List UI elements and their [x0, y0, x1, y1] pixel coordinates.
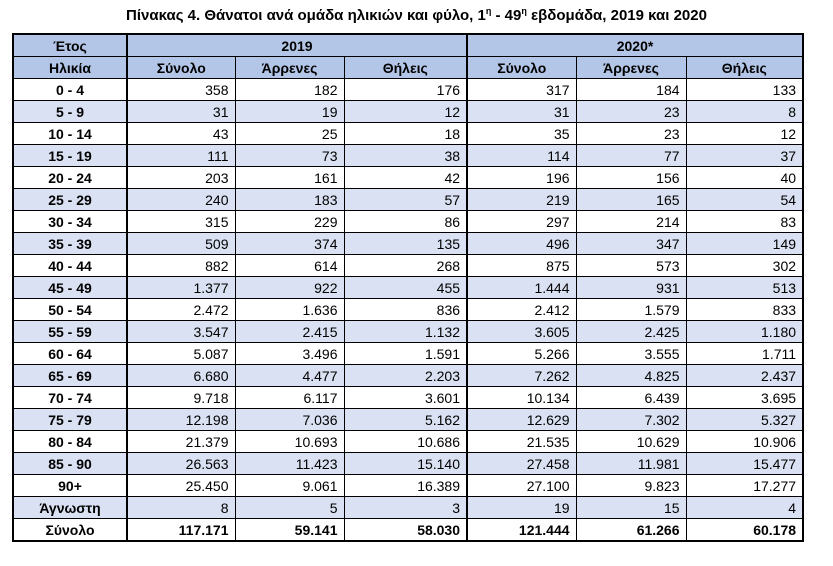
male-2020-cell: 1.579 [576, 299, 686, 321]
female-2019-cell: 135 [344, 233, 467, 255]
table-row [13, 79, 803, 101]
age-cell: 60 - 64 [13, 343, 127, 365]
female-2019-cell: 836 [344, 299, 467, 321]
table-row [13, 365, 803, 387]
table-row [13, 167, 803, 189]
age-cell: 5 - 9 [13, 101, 127, 123]
table-row [13, 277, 803, 299]
female-2020-cell: 833 [686, 299, 803, 321]
male-2020-cell: 214 [576, 211, 686, 233]
female-2019-cell: 42 [344, 167, 467, 189]
total-2020-cell: 114 [467, 145, 576, 167]
female-2019-cell: 15.140 [344, 453, 467, 475]
male-2020-cell: 15 [576, 497, 686, 519]
total-2020-header: Σύνολο [467, 57, 576, 79]
total-2020-cell: 35 [467, 123, 576, 145]
age-cell: 80 - 84 [13, 431, 127, 453]
title-middle: - 49 [491, 7, 522, 24]
age-header: Ηλικία [13, 57, 127, 79]
female-2020-cell: 513 [686, 277, 803, 299]
year-2019-header: 2019 [127, 34, 467, 57]
total-2019-cell: 117.171 [127, 519, 235, 542]
total-2019-cell: 509 [127, 233, 235, 255]
total-2019-cell: 2.472 [127, 299, 235, 321]
age-cell: 90+ [13, 475, 127, 497]
male-2019-cell: 5 [235, 497, 344, 519]
age-cell: Σύνολο [13, 519, 127, 542]
table-row [13, 101, 803, 123]
female-2020-cell: 133 [686, 79, 803, 101]
title-prefix: Πίνακας 4. Θάνατοι ανά ομάδα ηλικιών και φύλο, 1 [126, 7, 486, 24]
male-2020-cell: 156 [576, 167, 686, 189]
total-2020-cell: 219 [467, 189, 576, 211]
female-2020-cell: 8 [686, 101, 803, 123]
female-2020-cell: 17.277 [686, 475, 803, 497]
table-row [13, 211, 803, 233]
male-2019-cell: 9.061 [235, 475, 344, 497]
male-2019-header: Άρρενες [235, 57, 344, 79]
male-2020-header: Άρρενες [576, 57, 686, 79]
male-2019-cell: 374 [235, 233, 344, 255]
age-cell: 30 - 34 [13, 211, 127, 233]
female-2020-cell: 40 [686, 167, 803, 189]
total-2019-cell: 358 [127, 79, 235, 101]
table-row [13, 343, 803, 365]
male-2019-cell: 73 [235, 145, 344, 167]
total-2020-cell: 7.262 [467, 365, 576, 387]
male-2019-cell: 4.477 [235, 365, 344, 387]
female-2019-cell: 1.591 [344, 343, 467, 365]
total-2020-cell: 27.100 [467, 475, 576, 497]
male-2020-cell: 77 [576, 145, 686, 167]
table-title [0, 6, 833, 26]
total-2020-cell: 27.458 [467, 453, 576, 475]
age-cell: 0 - 4 [13, 79, 127, 101]
male-2020-cell: 23 [576, 123, 686, 145]
male-2020-cell: 2.425 [576, 321, 686, 343]
total-2019-cell: 9.718 [127, 387, 235, 409]
total-2019-cell: 6.680 [127, 365, 235, 387]
female-2020-cell: 37 [686, 145, 803, 167]
male-2020-cell: 6.439 [576, 387, 686, 409]
female-2019-cell: 3 [344, 497, 467, 519]
female-2019-cell: 57 [344, 189, 467, 211]
total-2020-cell: 31 [467, 101, 576, 123]
year-header: Έτος [13, 34, 127, 57]
total-2020-cell: 496 [467, 233, 576, 255]
female-2020-cell: 149 [686, 233, 803, 255]
total-2020-cell: 196 [467, 167, 576, 189]
table-row [13, 145, 803, 167]
table-row [13, 497, 803, 519]
age-cell: 15 - 19 [13, 145, 127, 167]
total-2020-cell: 121.444 [467, 519, 576, 542]
title-suffix: εβδομάδα, 2019 και 2020 [526, 7, 707, 24]
total-2020-cell: 875 [467, 255, 576, 277]
age-cell: 45 - 49 [13, 277, 127, 299]
total-2019-cell: 26.563 [127, 453, 235, 475]
female-2019-cell: 455 [344, 277, 467, 299]
female-2020-cell: 10.906 [686, 431, 803, 453]
age-cell: 50 - 54 [13, 299, 127, 321]
table-row [13, 189, 803, 211]
female-2019-cell: 10.686 [344, 431, 467, 453]
header-row-columns [13, 57, 803, 79]
male-2020-cell: 10.629 [576, 431, 686, 453]
female-2019-header: Θήλεις [344, 57, 467, 79]
total-2020-cell: 2.412 [467, 299, 576, 321]
total-2019-cell: 21.379 [127, 431, 235, 453]
female-2020-cell: 4 [686, 497, 803, 519]
female-2020-cell: 12 [686, 123, 803, 145]
age-cell: 70 - 74 [13, 387, 127, 409]
female-2019-cell: 268 [344, 255, 467, 277]
total-2019-cell: 12.198 [127, 409, 235, 431]
year-2020-header: 2020* [467, 34, 803, 57]
total-2020-cell: 19 [467, 497, 576, 519]
table-body [13, 79, 803, 542]
male-2020-cell: 165 [576, 189, 686, 211]
female-2019-cell: 86 [344, 211, 467, 233]
female-2019-cell: 58.030 [344, 519, 467, 542]
total-2020-cell: 5.266 [467, 343, 576, 365]
female-2020-cell: 1.180 [686, 321, 803, 343]
female-2020-cell: 302 [686, 255, 803, 277]
total-2020-cell: 21.535 [467, 431, 576, 453]
male-2020-cell: 61.266 [576, 519, 686, 542]
female-2019-cell: 5.162 [344, 409, 467, 431]
female-2020-cell: 2.437 [686, 365, 803, 387]
male-2019-cell: 161 [235, 167, 344, 189]
table-row [13, 299, 803, 321]
age-cell: 25 - 29 [13, 189, 127, 211]
table-row [13, 475, 803, 497]
female-2019-cell: 176 [344, 79, 467, 101]
male-2019-cell: 922 [235, 277, 344, 299]
age-cell: 35 - 39 [13, 233, 127, 255]
total-row [13, 519, 803, 542]
female-2019-cell: 38 [344, 145, 467, 167]
total-2019-cell: 111 [127, 145, 235, 167]
female-2019-cell: 2.203 [344, 365, 467, 387]
male-2019-cell: 7.036 [235, 409, 344, 431]
female-2019-cell: 3.601 [344, 387, 467, 409]
table-row [13, 321, 803, 343]
female-2019-cell: 1.132 [344, 321, 467, 343]
male-2019-cell: 11.423 [235, 453, 344, 475]
female-2020-cell: 60.178 [686, 519, 803, 542]
male-2020-cell: 4.825 [576, 365, 686, 387]
male-2019-cell: 1.636 [235, 299, 344, 321]
male-2019-cell: 2.415 [235, 321, 344, 343]
table-row [13, 387, 803, 409]
female-2020-cell: 15.477 [686, 453, 803, 475]
total-2020-cell: 297 [467, 211, 576, 233]
male-2019-cell: 229 [235, 211, 344, 233]
deaths-table [12, 33, 804, 542]
total-2020-cell: 3.605 [467, 321, 576, 343]
age-cell: 10 - 14 [13, 123, 127, 145]
male-2020-cell: 9.823 [576, 475, 686, 497]
female-2020-cell: 3.695 [686, 387, 803, 409]
table-row [13, 123, 803, 145]
total-2020-cell: 1.444 [467, 277, 576, 299]
male-2020-cell: 573 [576, 255, 686, 277]
male-2020-cell: 931 [576, 277, 686, 299]
table-row [13, 409, 803, 431]
male-2020-cell: 347 [576, 233, 686, 255]
total-2019-cell: 240 [127, 189, 235, 211]
total-2019-cell: 5.087 [127, 343, 235, 365]
table-row [13, 431, 803, 453]
age-cell: 75 - 79 [13, 409, 127, 431]
total-2019-cell: 1.377 [127, 277, 235, 299]
total-2019-cell: 25.450 [127, 475, 235, 497]
total-2019-cell: 3.547 [127, 321, 235, 343]
male-2020-cell: 184 [576, 79, 686, 101]
female-2020-cell: 54 [686, 189, 803, 211]
female-2020-cell: 5.327 [686, 409, 803, 431]
age-cell: 20 - 24 [13, 167, 127, 189]
male-2019-cell: 10.693 [235, 431, 344, 453]
age-cell: 65 - 69 [13, 365, 127, 387]
age-cell: 40 - 44 [13, 255, 127, 277]
male-2019-cell: 59.141 [235, 519, 344, 542]
total-2019-header: Σύνολο [127, 57, 235, 79]
total-2020-cell: 12.629 [467, 409, 576, 431]
female-2020-cell: 1.711 [686, 343, 803, 365]
male-2020-cell: 23 [576, 101, 686, 123]
female-2019-cell: 12 [344, 101, 467, 123]
total-2019-cell: 8 [127, 497, 235, 519]
age-cell: 55 - 59 [13, 321, 127, 343]
title-superscript-1: η [485, 6, 492, 16]
male-2019-cell: 19 [235, 101, 344, 123]
total-2019-cell: 203 [127, 167, 235, 189]
female-2019-cell: 16.389 [344, 475, 467, 497]
male-2019-cell: 614 [235, 255, 344, 277]
female-2020-header: Θήλεις [686, 57, 803, 79]
male-2020-cell: 11.981 [576, 453, 686, 475]
total-2019-cell: 43 [127, 123, 235, 145]
male-2019-cell: 6.117 [235, 387, 344, 409]
male-2019-cell: 25 [235, 123, 344, 145]
total-2019-cell: 882 [127, 255, 235, 277]
age-cell: Άγνωστη [13, 497, 127, 519]
title-superscript-2: η [521, 6, 527, 16]
age-cell: 85 - 90 [13, 453, 127, 475]
header-row-year [13, 34, 803, 57]
male-2020-cell: 3.555 [576, 343, 686, 365]
female-2019-cell: 18 [344, 123, 467, 145]
male-2019-cell: 182 [235, 79, 344, 101]
male-2020-cell: 7.302 [576, 409, 686, 431]
male-2019-cell: 183 [235, 189, 344, 211]
total-2019-cell: 315 [127, 211, 235, 233]
total-2020-cell: 10.134 [467, 387, 576, 409]
table-row [13, 453, 803, 475]
female-2020-cell: 83 [686, 211, 803, 233]
total-2020-cell: 317 [467, 79, 576, 101]
total-2019-cell: 31 [127, 101, 235, 123]
male-2019-cell: 3.496 [235, 343, 344, 365]
table-row [13, 233, 803, 255]
table-row [13, 255, 803, 277]
